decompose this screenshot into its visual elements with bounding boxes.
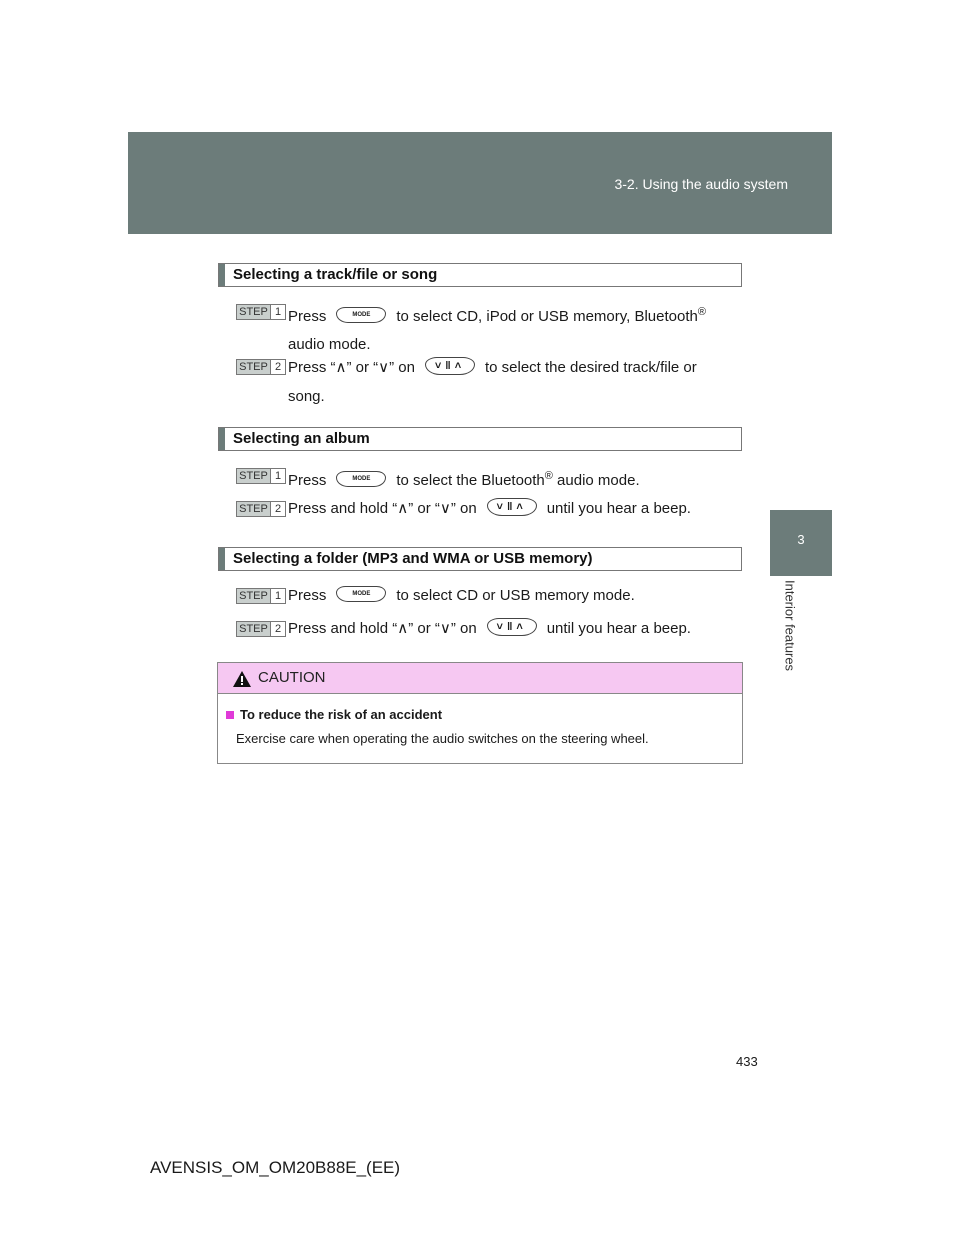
page-number: 433 (736, 1054, 758, 1069)
step-badge-number: 2 (270, 502, 285, 516)
chapter-label-text: Interior features (782, 580, 798, 672)
step-badge-number: 2 (270, 622, 285, 636)
bullet-square-icon (226, 711, 234, 719)
mode-button-icon: MODE (336, 307, 386, 323)
step-badge-label: STEP (239, 470, 268, 482)
step-badge-label: STEP (239, 361, 268, 373)
registered-mark: ® (544, 470, 553, 482)
step-text-pre: Press (288, 472, 327, 489)
section-heading-track (218, 263, 742, 287)
chapter-number: 3 (797, 532, 805, 547)
up-down-switch-icon: ˅‖˄ (425, 357, 475, 375)
caution-box (217, 662, 743, 764)
step-text-pre: Press (288, 308, 327, 325)
step-badge-number: 1 (270, 589, 285, 603)
step-badge-label: STEP (239, 503, 268, 515)
step-text-post: until you hear a beep. (546, 620, 691, 637)
mode-button-icon: MODE (336, 586, 386, 602)
step-text-pre: Press and hold “∧” or “∨” on (288, 620, 477, 637)
step-badge-number: 2 (270, 360, 285, 374)
section-heading-text: Selecting a folder (MP3 and WMA or USB memory) (233, 550, 593, 567)
step-text-pre: Press and hold “∧” or “∨” on (288, 500, 477, 517)
caution-item-title (226, 707, 442, 722)
step-text (288, 298, 746, 359)
registered-mark: ® (697, 306, 706, 318)
mode-button-icon: MODE (336, 471, 386, 487)
step-text (288, 353, 746, 411)
step-text-post: to select CD or USB memory mode. (396, 587, 635, 604)
step-text-post: to select the desired track/file or (484, 359, 697, 376)
step-badge-label: STEP (239, 623, 268, 635)
warning-icon (232, 670, 252, 688)
section-heading-folder (218, 547, 742, 571)
section-heading-text: Selecting an album (233, 430, 370, 447)
up-down-switch-icon: ˅‖˄ (487, 498, 537, 516)
step-badge-label: STEP (239, 306, 268, 318)
step-text (288, 615, 746, 643)
section-title: 3-2. Using the audio system (614, 176, 788, 192)
step-text (288, 462, 746, 495)
step-text (288, 495, 746, 523)
step-badge (236, 501, 286, 517)
step-text-post: until you hear a beep. (546, 500, 691, 517)
header-band (128, 132, 832, 234)
step-badge-label: STEP (239, 590, 268, 602)
step-text-post: to select CD, iPod or USB memory, Bluetooth (396, 308, 698, 325)
caution-item-text: Exercise care when operating the audio switches on the steering wheel. (236, 731, 649, 746)
step-text-continued: song. (288, 388, 325, 405)
caution-header (218, 663, 742, 694)
step-badge (236, 359, 286, 375)
section-heading-album (218, 427, 742, 451)
step-badge (236, 468, 286, 484)
step-badge (236, 588, 286, 604)
step-badge-number: 1 (270, 305, 285, 319)
step-badge (236, 304, 286, 320)
step-text-end: audio mode. (552, 472, 640, 489)
chapter-tab (770, 510, 832, 576)
step-text-pre: Press “∧” or “∨” on (288, 359, 415, 376)
step-badge-number: 1 (270, 469, 285, 483)
step-badge (236, 621, 286, 637)
step-text-continued: audio mode. (288, 336, 371, 353)
document-code: AVENSIS_OM_OM20B88E_(EE) (150, 1158, 401, 1177)
caution-title: CAUTION (258, 669, 326, 686)
step-text-post: to select the Bluetooth (396, 472, 545, 489)
caution-item-title-text: To reduce the risk of an accident (240, 707, 443, 722)
section-heading-text: Selecting a track/file or song (233, 266, 438, 283)
chapter-label (770, 580, 810, 690)
step-text (288, 582, 746, 610)
up-down-switch-icon: ˅‖˄ (487, 618, 537, 636)
step-text-pre: Press (288, 587, 327, 604)
